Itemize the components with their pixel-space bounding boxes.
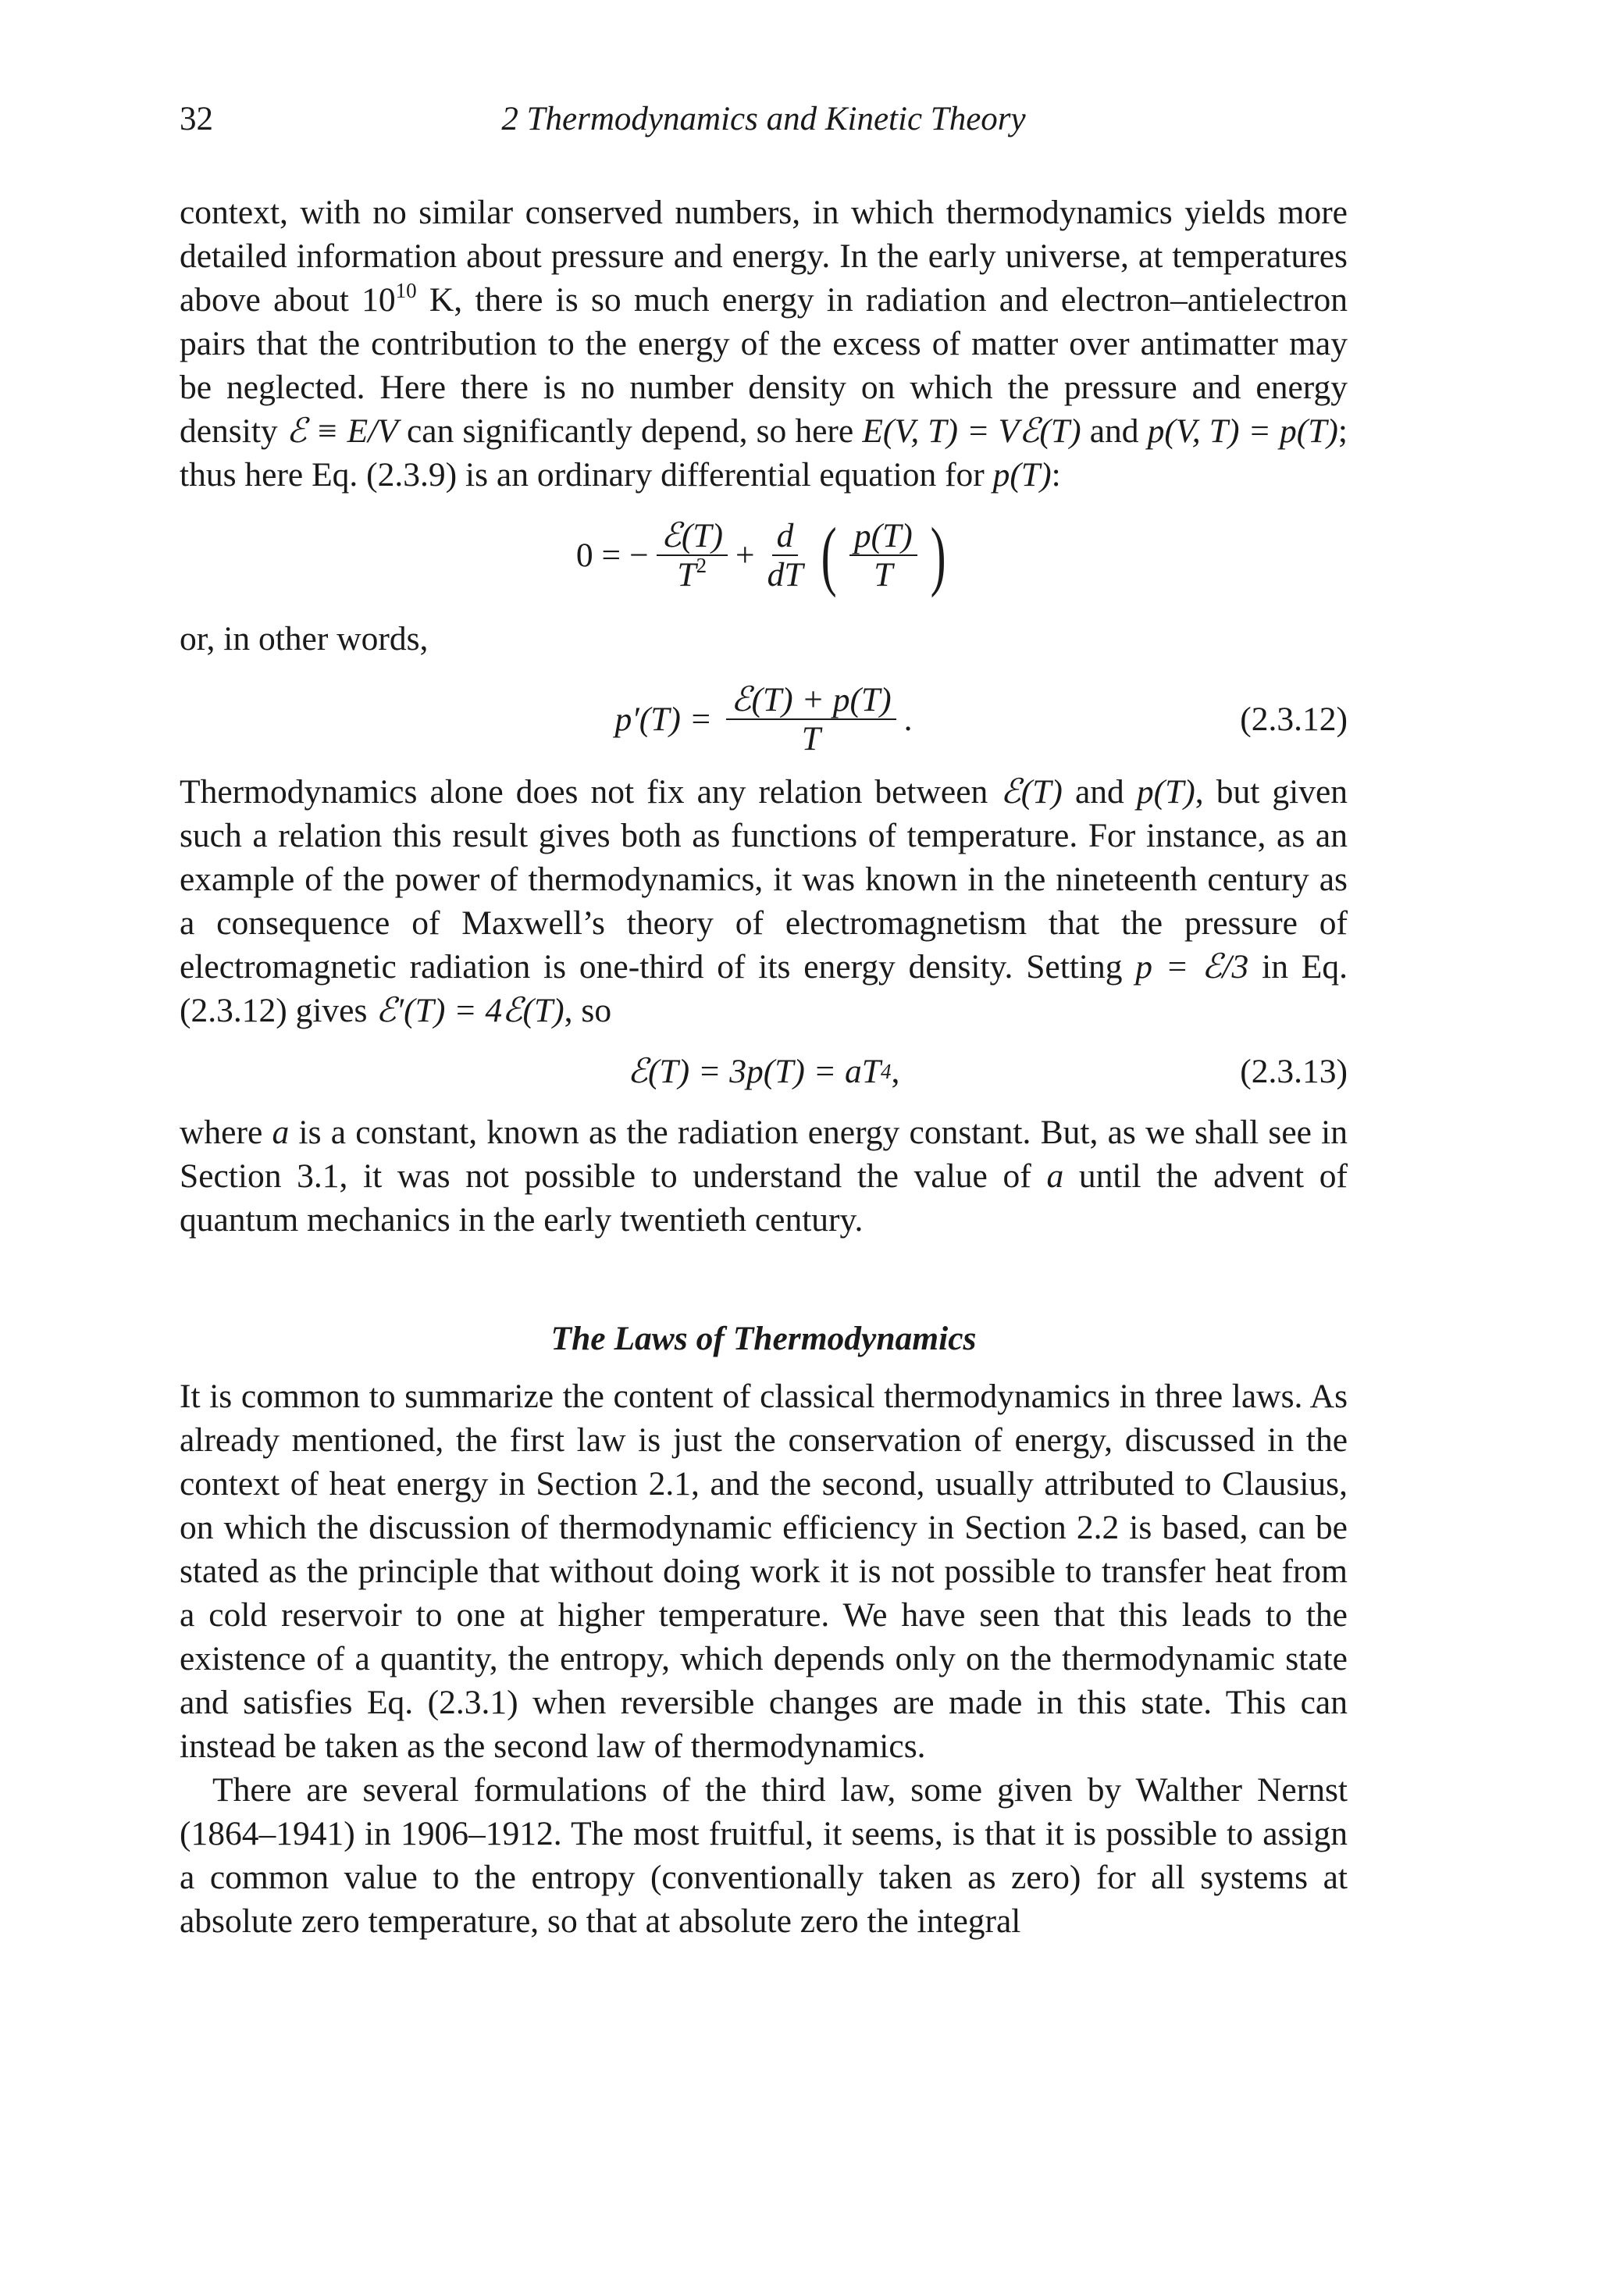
inline-math: p = ℰ/3 — [1135, 948, 1249, 986]
plus-operator: + — [735, 537, 755, 574]
fraction-denominator: T — [801, 720, 821, 758]
equation-number: (2.3.12) — [1240, 701, 1348, 738]
equation-unnumbered — [180, 497, 1348, 614]
text-run: : — [1051, 456, 1061, 494]
equation-lhs: 0 = − — [575, 537, 649, 574]
running-title: 2 Thermodynamics and Kinetic Theory — [501, 101, 1026, 137]
equation-2-3-13 — [180, 1032, 1348, 1111]
left-paren: ( — [821, 512, 837, 598]
paragraph-1 — [180, 191, 1348, 497]
inline-math: E(V, T) = Vℰ(T) — [862, 412, 1081, 450]
text-run: in Eq. (2.3.12) gives — [180, 948, 1348, 1029]
inline-math: p(T) — [1136, 773, 1195, 811]
exponent: 10 — [395, 279, 417, 302]
fraction-derivative — [763, 517, 808, 594]
running-header — [180, 100, 1348, 144]
fraction-energy-plus-pressure — [726, 681, 896, 758]
fraction-numerator: ℰ(T) — [657, 517, 728, 556]
equation-body — [575, 512, 951, 598]
text-run: and — [1062, 773, 1137, 811]
inline-math: p(V, T) = p(T) — [1147, 412, 1338, 450]
paragraph-2: or, in other words, — [180, 620, 429, 658]
paragraph-5: It is common to summarize the content of classical thermodynamics in three laws. As already mentioned, the first law is just the conservation of energy, discussed in the context of heat energy in Section 2.1, and the second, usually attributed to Clausius, on which the discussion of thermodynamic efficiency in Section 2.2 is based, can be stated as the principle that without doing work it is not possible to transfer heat from a cold reservoir to one at higher temperature. We have seen that this leads to the existence of a quantity, the entropy, which depends only on the thermodynamic state and satisfies Eq. (2.3.1) when reversible changes are made in this state. This can instead be taken as the second law of thermodynamics. — [180, 1378, 1348, 1765]
fraction-denominator: T — [874, 556, 893, 594]
inline-math: p(T) — [992, 456, 1052, 494]
equation-2-3-12 — [180, 668, 1348, 770]
section-heading: The Laws of Thermodynamics — [550, 1320, 977, 1357]
equation-lhs: p′(T) = — [614, 701, 713, 738]
fraction-denominator: dT — [767, 556, 803, 594]
text-run: ; thus here Eq. (2.3.9) is an ordinary differential equation for — [180, 412, 1348, 494]
text-run: Thermodynamics alone does not fix any relation between — [180, 773, 1001, 811]
text-run: can significantly depend, so here — [397, 412, 863, 450]
text-run: , but given such a relation this result gives both as functions of temperature. For instance, as an example of the power of thermodynamics, it was known in the nineteenth century as a consequence of Maxwell’s theory of electromagnetism that the pressure of electromagnetic radiation is one-third of its energy density. Setting — [180, 773, 1348, 986]
text-run: until the advent of quantum mechanics in the early twentieth century. — [180, 1157, 1348, 1239]
text-run: K, there is so much energy in radiation and electron–antielectron pairs that the contribution to the energy of the excess of matter over antimatter may be neglected. Here there is no number density on which the pressure and energy density — [180, 281, 1348, 450]
fraction-numerator: d — [772, 517, 799, 556]
paragraph-6: There are several formulations of the third law, some given by Walther Nernst (1864–1941) in 1906–1912. The most fruitful, it seems, is that it is possible to assign a common value to the entropy (conventionally taken as zero) for all systems at absolute zero temperature, so that at absolute zero the integral — [180, 1771, 1348, 1940]
equation-body: ℰ(T) = 3p(T) = aT 4 , — [628, 1050, 900, 1093]
paragraph-4 — [180, 1111, 1348, 1242]
equation-expression: ℰ(T) = 3p(T) = aT — [627, 1053, 881, 1090]
paragraph-3 — [180, 770, 1348, 1032]
exponent: 2 — [696, 554, 707, 577]
text-run: context, with no similar conserved numbers, in which thermodynamics yields more detailed information about pressure and energy. In the early universe, at temperatures above about 10 — [180, 194, 1348, 319]
fraction-numerator: ℰ(T) + p(T) — [726, 681, 896, 720]
right-paren: ) — [930, 512, 946, 598]
page-number: 32 — [180, 101, 213, 137]
inline-math: a — [1046, 1157, 1064, 1195]
equation-body — [614, 681, 912, 758]
text-run: is a constant, known as the radiation energy constant. But, as we shall see in Section 3.1, it was not possible to understand the value of — [180, 1114, 1348, 1195]
equation-number: (2.3.13) — [1240, 1053, 1348, 1090]
inline-math: ℰ ≡ E/V — [286, 412, 398, 450]
inline-math: a — [272, 1114, 290, 1151]
fraction-denominator: T — [677, 556, 696, 594]
text-run: , so — [564, 992, 612, 1029]
fraction-energy-over-t2 — [657, 517, 728, 594]
inline-math: ℰ(T) — [1000, 773, 1063, 811]
text-run: and — [1081, 412, 1148, 450]
fraction-p-over-t — [849, 517, 917, 594]
fraction-numerator: p(T) — [849, 517, 917, 556]
equation-punctuation: . — [903, 701, 913, 738]
inline-math: ℰ′(T) = 4ℰ(T) — [376, 992, 564, 1029]
page-body — [180, 191, 1348, 1943]
equation-punctuation: , — [891, 1053, 900, 1090]
text-run: where — [180, 1114, 272, 1151]
